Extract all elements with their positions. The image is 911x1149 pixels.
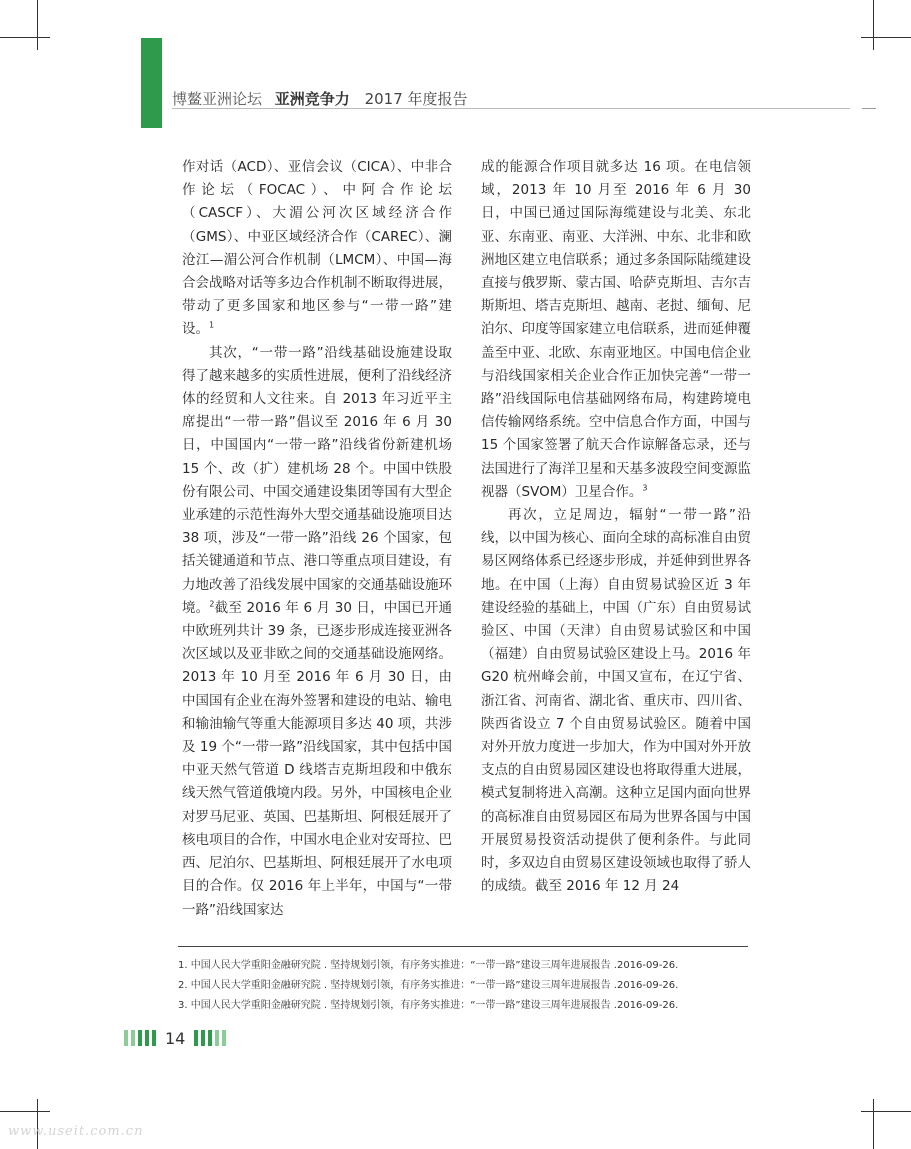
footnote-item: 3. 中国人民大学重阳金融研究院 . 坚持规划引领，有序务实推进：“一带一路”建设三周年进展报告 .2016-09-26.	[178, 1000, 679, 1011]
watermark: www.useit.com.cn	[8, 1124, 144, 1139]
header-title: 亚洲竞争力	[274, 90, 350, 108]
paragraph: 作对话（ACD）、亚信会议（CICA）、中非合作论坛（FOCAC）、中阿合作论坛（CASCF）、大湄公河次区域经济合作（GMS）、中亚区域经济合作（CAREC）、澜沧江—湄公河合作机制（LMCM）、中国—海合会战略对话等多边合作机制不断取得进展，带动了更多国家和地区参与“一带一路”建设。$^1$	[182, 159, 452, 338]
footnote-item: 1. 中国人民大学重阳金融研究院 . 坚持规划引领，有序务实推进：“一带一路”建设三周年进展报告 .2016-09-26.	[178, 960, 679, 971]
footnote-ref: 3	[642, 483, 648, 493]
page-number-area	[124, 1029, 226, 1047]
crop-mark	[873, 0, 874, 50]
header-rule	[172, 108, 850, 109]
left-column	[182, 156, 452, 926]
header-accent-bar	[141, 38, 162, 128]
paragraph: 再次，立足周边，辐射“一带一路”沿线，以中国为核心、面向全球的高标准自由贸易区网络体系已经逐步形成，并延伸到世界各地。在中国（上海）自由贸易试验区近 3 年建设经验的基础上，中国（广东）自由贸易试验区、中国（天津）自由贸易试验区和中国（福建）自由贸易试验区建设上马。2016 年 G20 杭州峰会前，中国又宣布，在辽宁省、浙江省、河南省、湖北省、重庆市、四川省、陕西省设立 7 个自由贸易试验区。随着中国对外开放力度进一步加大，作为中国对外开放支点的自由贸易园区建设也将取得重大进展，模式复制将进入高潮。这种立足国内面向世界的高标准自由贸易园区布局为世界各国与中国开展贸易投资活动提供了便利条件。与此同时，多双边自由贸易区建设领域也取得了骄人的成绩。截至 2016 年 12 月 24	[481, 507, 751, 895]
paragraph: 成的能源合作项目就多达 16 项。在电信领域，2013 年 10 月至 2016 年 6 月 30 日，中国已通过国际海缆建设与北美、东北亚、东南亚、南亚、大洋洲、中东、北非和欧洲地区建立电信联系；通过多条国际陆缆建设直接与俄罗斯、蒙古国、哈萨克斯坦、吉尔吉斯斯坦、塔吉克斯坦、越南、老挝、缅甸、尼泊尔、印度等国家建立电信联系，进而延伸覆盖至中亚、北欧、东南亚地区。中国电信企业与沿线国家相关企业合作正加快完善“一带一路”沿线国际电信基础网络布局，构建跨境电信传输网络系统。空中信息合作方面，中国与 15 个国家签署了航天合作谅解备忘录，还与法国进行了海洋卫星和天基多波段空间变源监视器（SVOM）卫星合作。$^3$	[481, 159, 751, 500]
footnotes	[178, 956, 758, 1016]
crop-mark	[0, 1111, 50, 1112]
footnote-item: 2. 中国人民大学重阳金融研究院 . 坚持规划引领，有序务实推进：“一带一路”建设三周年进展报告 .2016-09-26.	[178, 980, 679, 991]
running-header	[172, 88, 468, 109]
page-number: 14	[165, 1028, 186, 1048]
crop-mark	[37, 0, 38, 50]
stripe-ornament-right	[194, 1030, 226, 1046]
header-tick	[862, 108, 876, 109]
paragraph: 其次，“一带一路”沿线基础设施建设取得了越来越多的实质性进展，便利了沿线经济体的经贸和人文往来。自 2013 年习近平主席提出“一带一路”倡议至 2016 年 6 月 30 日，中国国内“一带一路”沿线省份新建机场 15 个、改（扩）建机场 28 个。中国中铁股份有限公司、中国交通建设集团等国有大型企业承建的示范性海外大型交通基础设施项目达 38 项，涉及“一带一路”沿线 26 个国家，包括关键通道和节点、港口等重点项目建设，有力地改善了沿线发展中国家的交通基础设施环境。$^2$截至 2016 年 6 月 30 日，中国已开通中欧班列共计 39 条，已逐步形成连接亚洲各次区域以及亚非欧之间的交通基础设施网络。2013 年 10 月至 2016 年 6 月 30 日，由中国国有企业在海外签署和建设的电站、输电和输油输气等重大能源项目多达 40 项，共涉及 19 个“一带一路”沿线国家，其中包括中国中亚天然气管道 D 线塔吉克斯坦段和中俄东线天然气管道俄境内段。另外，中国核电企业对罗马尼亚、英国、巴基斯坦、阿根廷展开了核电项目的合作，中国水电企业对安哥拉、巴西、尼泊尔、巴基斯坦、阿根廷展开了水电项目的合作。仅 2016 年上半年，中国与“一带一路”沿线国家达	[182, 344, 452, 918]
footnote-ref: 1	[209, 320, 215, 330]
crop-mark	[861, 1111, 911, 1112]
right-column	[481, 156, 751, 926]
footnote-ref: 2	[209, 599, 215, 609]
crop-mark	[0, 37, 50, 38]
header-year-report: 2017 年度报告	[364, 90, 468, 108]
crop-mark	[873, 1099, 874, 1149]
header-forum: 博鳌亚洲论坛	[172, 90, 263, 108]
stripe-ornament-left	[124, 1030, 156, 1046]
crop-mark	[861, 37, 911, 38]
footnote-rule	[178, 946, 748, 947]
